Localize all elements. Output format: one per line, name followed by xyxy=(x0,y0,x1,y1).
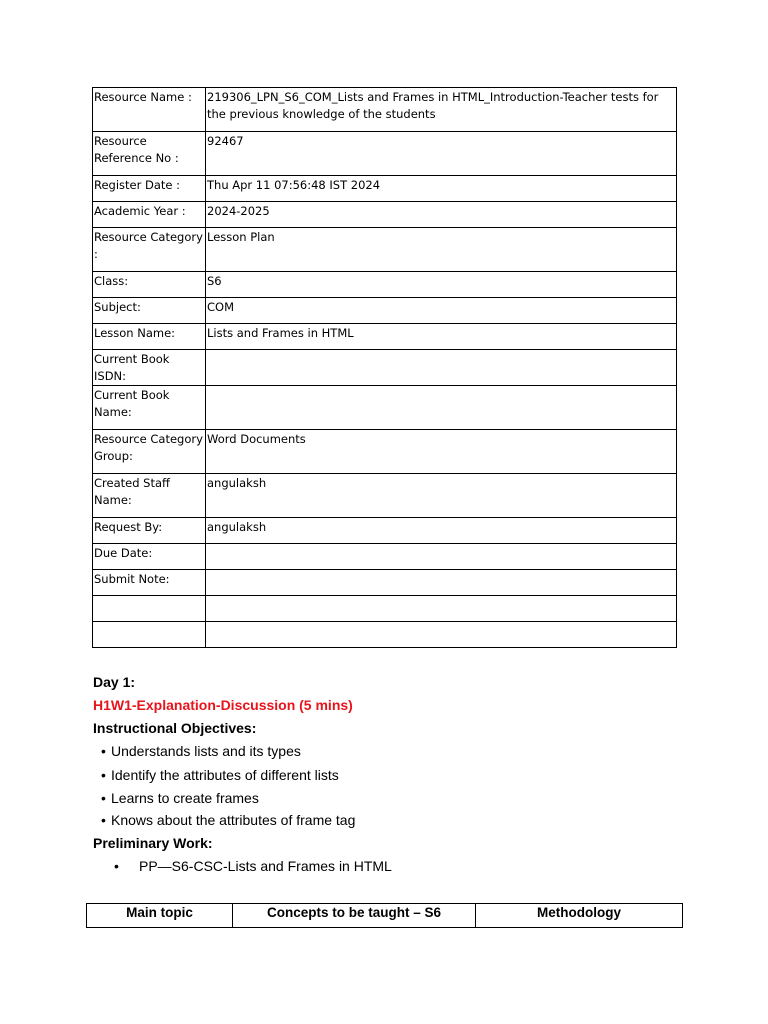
value-request-by: angulaksh xyxy=(206,518,677,544)
value-lesson-name: Lists and Frames in HTML xyxy=(206,324,677,350)
value-book-isdn xyxy=(206,350,677,386)
objectives-heading: Instructional Objectives: xyxy=(93,720,257,736)
row-empty-2 xyxy=(93,622,677,648)
objective-item xyxy=(101,767,339,783)
value-resource-name: 219306_LPN_S6_COM_Lists and Frames in HTML_Introduction-Teacher tests for the previous knowledge of the students xyxy=(206,88,677,132)
value-resource-reference: 92467 xyxy=(206,132,677,176)
value-category-group: Word Documents xyxy=(206,430,677,474)
row-empty-1 xyxy=(93,596,677,622)
label-due-date: Due Date: xyxy=(93,544,206,570)
row-lesson-name xyxy=(93,324,677,350)
row-category-group xyxy=(93,430,677,474)
label-empty-1 xyxy=(93,596,206,622)
value-due-date xyxy=(206,544,677,570)
value-subject: COM xyxy=(206,298,677,324)
day-heading: Day 1: xyxy=(93,674,136,690)
label-category-group: Resource Category Group: xyxy=(93,430,206,474)
row-subject xyxy=(93,298,677,324)
label-resource-category: Resource Category : xyxy=(93,228,206,272)
value-academic-year: 2024-2025 xyxy=(206,202,677,228)
value-created-staff: angulaksh xyxy=(206,474,677,518)
preliminary-item xyxy=(114,858,392,874)
label-subject: Subject: xyxy=(93,298,206,324)
label-book-isdn: Current Book ISDN: xyxy=(93,350,206,386)
header-methodology: Methodology xyxy=(476,904,683,928)
value-submit-note xyxy=(206,570,677,596)
objective-item xyxy=(101,790,259,806)
row-submit-note xyxy=(93,570,677,596)
objective-text: Knows about the attributes of frame tag xyxy=(111,812,356,828)
bullet-icon: • xyxy=(101,743,106,759)
value-empty-2 xyxy=(206,622,677,648)
preliminary-text: PP—S6-CSC-Lists and Frames in HTML xyxy=(139,858,392,874)
row-book-isdn xyxy=(93,350,677,386)
label-empty-2 xyxy=(93,622,206,648)
label-academic-year: Academic Year : xyxy=(93,202,206,228)
label-created-staff: Created Staff Name: xyxy=(93,474,206,518)
bullet-icon: • xyxy=(114,858,119,874)
bullet-icon: • xyxy=(101,790,106,806)
row-register-date xyxy=(93,176,677,202)
label-lesson-name: Lesson Name: xyxy=(93,324,206,350)
objective-text: Learns to create frames xyxy=(111,790,259,806)
header-concepts: Concepts to be taught – S6 xyxy=(233,904,476,928)
lesson-plan-table xyxy=(86,903,683,928)
activity-heading: H1W1-Explanation-Discussion (5 mins) xyxy=(93,697,353,713)
bullet-icon: • xyxy=(101,767,106,783)
label-submit-note: Submit Note: xyxy=(93,570,206,596)
label-class: Class: xyxy=(93,272,206,298)
row-class xyxy=(93,272,677,298)
label-register-date: Register Date : xyxy=(93,176,206,202)
row-request-by xyxy=(93,518,677,544)
label-resource-name: Resource Name : xyxy=(93,88,206,132)
resource-details-table xyxy=(92,87,677,648)
label-resource-reference: Resource Reference No : xyxy=(93,132,206,176)
row-resource-reference xyxy=(93,132,677,176)
objective-item xyxy=(101,743,301,759)
objective-text: Identify the attributes of different lists xyxy=(111,767,339,783)
label-request-by: Request By: xyxy=(93,518,206,544)
row-academic-year xyxy=(93,202,677,228)
preliminary-heading: Preliminary Work: xyxy=(93,835,213,851)
row-due-date xyxy=(93,544,677,570)
row-resource-name xyxy=(93,88,677,132)
objective-text: Understands lists and its types xyxy=(111,743,301,759)
header-main-topic: Main topic xyxy=(87,904,233,928)
value-empty-1 xyxy=(206,596,677,622)
value-book-name xyxy=(206,386,677,430)
row-book-name xyxy=(93,386,677,430)
plan-header-row xyxy=(87,904,683,928)
value-register-date: Thu Apr 11 07:56:48 IST 2024 xyxy=(206,176,677,202)
row-resource-category xyxy=(93,228,677,272)
label-book-name: Current Book Name: xyxy=(93,386,206,430)
bullet-icon: • xyxy=(101,812,106,828)
value-class: S6 xyxy=(206,272,677,298)
row-created-staff xyxy=(93,474,677,518)
value-resource-category: Lesson Plan xyxy=(206,228,677,272)
objective-item xyxy=(101,812,355,828)
